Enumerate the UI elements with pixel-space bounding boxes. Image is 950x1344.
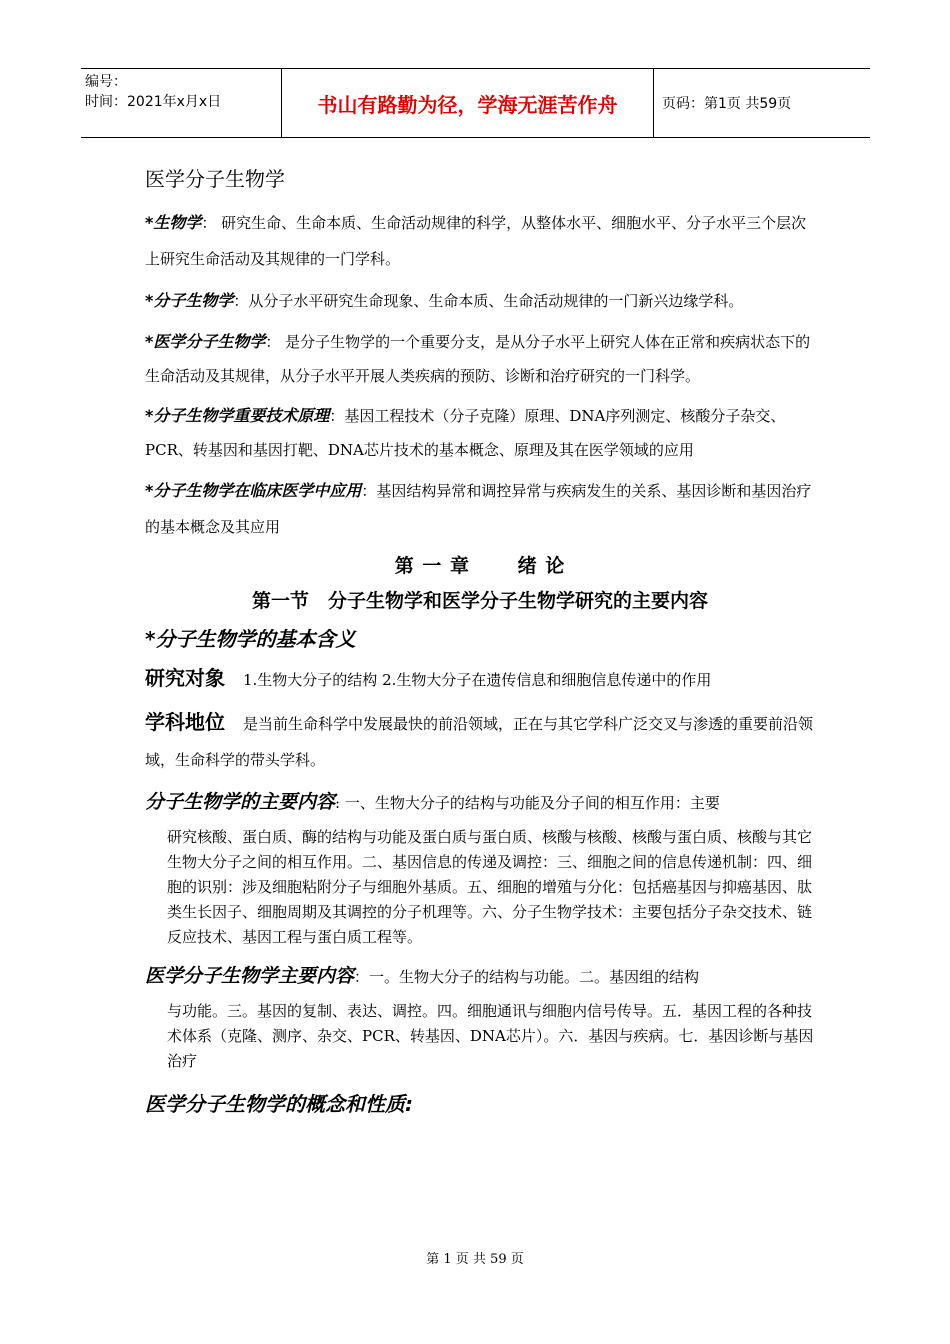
header-motto: 书山有路勤为径，学海无涯苦作舟: [282, 69, 654, 137]
definition-clinical-application: *分子生物学在临床医学中应用：基因结构异常和调控异常与疾病发生的关系、基因诊断和基因治疗的基本概念及其应用: [145, 481, 812, 536]
main-content-body: 研究核酸、蛋白质、酶的结构与功能及蛋白质与蛋白质、核酸与核酸、核酸与蛋白质、核酸与其它生物大分子之间的相互作用。二、基因信息的传递及调控：三、细胞之间的信息传递机制：四、细胞的识别：涉及细胞粘附分子与细胞外基质。五、细胞的增殖与分化：包括癌基因与抑癌基因、肽类生长因子、细胞周期及其调控的分子机理等。六、分子生物学技术：主要包括分子杂交技术、链反应技术、基因工程与蛋白质工程等。: [167, 828, 813, 946]
discipline-status-label: 学科地位: [145, 710, 225, 734]
definition-term: *医学分子生物学: [145, 332, 266, 351]
definition-text: 是分子生物学的一个重要分支，是从分子水平上研究人体在正常和疾病状态下的生命活动及其规律，从分子水平开展人类疾病的预防、诊断和治疗研究的一门科学。: [145, 333, 811, 385]
research-object: [145, 660, 815, 698]
definition-term: *分子生物学在临床医学中应用: [145, 481, 362, 500]
header-page-info: 页码：第1页 共59页: [662, 96, 792, 112]
discipline-status: [145, 704, 815, 778]
medical-content-label: 医学分子生物学主要内容: [145, 965, 355, 987]
definition-term: *生物学: [145, 213, 202, 232]
medical-content-lead: [145, 958, 815, 995]
definition-text: 从分子水平研究生命现象、生命本质、生命活动规律的一门新兴边缘学科。: [248, 292, 744, 310]
document-title: 医学分子生物学: [145, 167, 285, 191]
main-content-label: 分子生物学的主要内容: [145, 791, 336, 813]
definition-text: 研究生命、生命本质、生命活动规律的科学，从整体水平、细胞水平、分子水平三个层次上研究生命活动及其规律的一门学科。: [145, 214, 807, 268]
definition-biology: *生物学： 研究生命、生命本质、生命活动规律的科学，从整体水平、细胞水平、分子水平三个层次上研究生命活动及其规律的一门学科。: [145, 213, 807, 268]
definition-term: *分子生物学重要技术原理: [145, 406, 330, 425]
page-header: [81, 68, 870, 138]
medical-content-body: 与功能。三。基因的复制、表达、调控。四。细胞通讯与细胞内信号传导。五．基因工程的各种技术体系（克隆、测序、杂交、PCR、转基因、DNA芯片）。六．基因与疾病。七．基因诊断与基因治疗: [167, 1002, 814, 1070]
header-meta: [81, 69, 282, 137]
definition-text: 基因工程技术（分子克隆）原理、DNA序列测定、核酸分子杂交、PCR、转基因和基因打靶、DNA芯片技术的基本概念、原理及其在医学领域的应用: [145, 407, 786, 459]
main-content-first-line: : 一、生物大分子的结构与功能及分子间的相互作用：主要: [335, 794, 720, 812]
discipline-status-text: 是当前生命科学中发展最快的前沿领域，正在与其它学科广泛交叉与渗透的重要前沿领域，生命科学的带头学科。: [145, 715, 814, 769]
header-time: 时间：2021年x月x日: [85, 94, 222, 110]
concept-heading: 医学分子生物学的概念和性质:: [145, 1092, 413, 1116]
basic-meaning-heading: *分子生物学的基本含义: [145, 627, 356, 651]
page-footer: 第 1 页 共 59 页: [426, 1252, 524, 1267]
medical-content-first-line: ：一。生物大分子的结构与功能。二。基因组的结构: [354, 968, 700, 986]
chapter-heading: 第 一 章 绪 论: [394, 555, 566, 577]
document-body: [145, 165, 815, 1125]
research-object-label: 研究对象: [145, 666, 225, 690]
header-number: 编号：: [85, 74, 127, 90]
definition-molecular-biology: *分子生物学：从分子水平研究生命现象、生命本质、生命活动规律的一门新兴边缘学科。: [145, 291, 744, 310]
definition-technique-principles: *分子生物学重要技术原理：基因工程技术（分子克隆）原理、DNA序列测定、核酸分子杂交、PCR、转基因和基因打靶、DNA芯片技术的基本概念、原理及其在医学领域的应用: [145, 406, 786, 459]
definition-medical-molecular-biology: *医学分子生物学： 是分子生物学的一个重要分支，是从分子水平上研究人体在正常和疾病状态下的生命活动及其规律，从分子水平开展人类疾病的预防、诊断和治疗研究的一门科学。: [145, 332, 811, 385]
main-content-lead: [145, 784, 815, 821]
research-object-text: 1.生物大分子的结构 2.生物大分子在遗传信息和细胞信息传递中的作用: [243, 671, 712, 689]
definition-text: 基因结构异常和调控异常与疾病发生的关系、基因诊断和基因治疗的基本概念及其应用: [145, 482, 812, 536]
section-heading: 第一节 分子生物学和医学分子生物学研究的主要内容: [251, 590, 708, 612]
definition-term: *分子生物学: [145, 291, 234, 310]
